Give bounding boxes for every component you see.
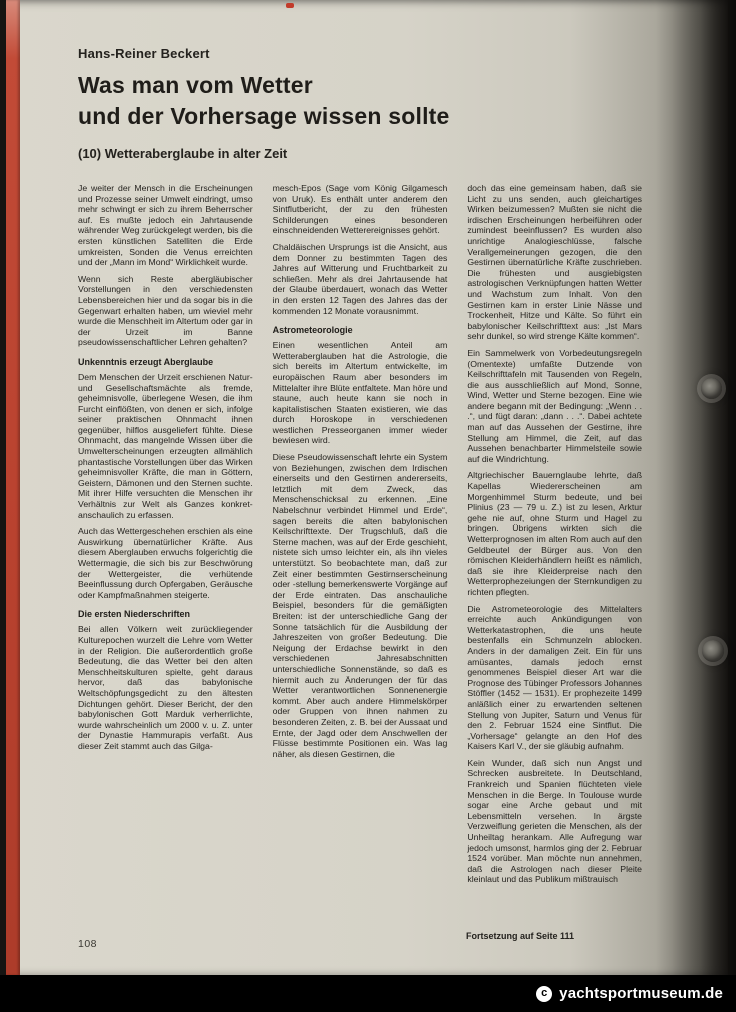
paragraph: Bei allen Völkern weit zurückliegender Kulturepochen wurzelt die Lehre vom Wetter in der Religion. Die außerordentlich große Bedeutung, die das Wetter bei den alten Menschheitskulturen spielte, geht daraus hervor, daß das babylonische Weltschöpfungsgedicht zu den ältesten Dichtungen gehört. Dieser Bericht, der den babylonischen Gott Marduk verherrlichte, wurde wahrscheinlich um 2000 v. u. Z. unter der Dynastie Hammurapis verfaßt. Aus dieser Zeit stammt auch das Gilga- <box>78 624 253 751</box>
column-2 <box>273 183 448 941</box>
paragraph: Dem Menschen der Urzeit erschienen Natur- und Gesellschaftsmächte als fremde, geheimnisvolle, überlegene Wesen, die ihm Furcht einflößten, von denen er sich, infolge seiner praktischen Ohnmacht ihnen gegenüber, hilflos ausgeliefert fühlte. Diese Ohnmacht, das mangelnde Wissen über die Umwelterscheinungen erzeugten allmählich phantastische Vorstellungen über das Wirken geheimnisvoller Kräfte, die man in Göttern, Geistern, Dämonen und den Sternen suchte. Mit ihrer Hilfe versuchten die Menschen ihr Verhältnis zur Welt als Ganzes konkret-anschaulich zu erfassen. <box>78 371 253 520</box>
paragraph: Einen wesentlichen Anteil am Wetteraberglauben hat die Astrologie, die sich bereits im Altertum entwickelte, im europäischen Raum aber besonders im Mittelalter ihre Blüte entfaltete. Man höre und staune, auch heute kann sie noch in kapitalistischen Staaten existieren, wie das durch Horoskope in verschiedenen westlichen Presseorganen immer wieder bewiesen wird. <box>272 340 448 446</box>
watermark-bar <box>0 975 736 1012</box>
section-heading: Die ersten Niederschriften <box>78 609 191 620</box>
paragraph: Wenn sich Reste abergläubischer Vorstellungen in den verschiedensten Lebensbereichen hier und da sogar bis in die Gegenwart erhalten haben, um wieviel mehr wurde die Menschheit im Altertum oder gar in der Urzeit im Banne pseudowissenschaftlicher Lehren gehalten? <box>78 273 253 348</box>
paragraph: Kein Wunder, daß sich nun Angst und Schrecken ausbreitete. In Deutschland, Frankreich und Spanien flüchteten viele Menschen in die Berge. In Toulouse wurde sogar eine Arche gebaut und mit Lebensmitteln versehen. In ärgste Verzweiflung gerieten die Menschen, als der Unheiltag herankam. Alle Aufregung war jedoch umsonst, harmlos ging der 2. Februar 1524 vorüber. Man möchte nun annehmen, daß die Astrologen nach dieser Pleite kleinlaut und das Publikum mißtrauisch <box>467 757 642 885</box>
continuation-note: Fortsetzung auf Seite 111 <box>466 931 575 941</box>
article-title <box>78 70 450 132</box>
section-heading: Unkenntnis erzeugt Aberglaube <box>78 356 214 367</box>
red-mark <box>286 3 294 8</box>
column-3 <box>467 183 642 941</box>
section-heading: Astrometeorologie <box>272 325 353 336</box>
paragraph: mesch-Epos (Sage vom König Gilgamesch von Uruk). Es enthält unter anderem den Sintflutbericht, der zu den frühesten Schilderungen eines besonderen einschneidenden Wetterereignisses gehört. <box>272 183 448 236</box>
copyright-icon: c <box>536 986 552 1002</box>
page-edge-strip <box>6 0 20 975</box>
punch-hole-icon <box>701 378 722 399</box>
article-columns <box>78 183 642 941</box>
paragraph: Je weiter der Mensch in die Erscheinungen und Prozesse seiner Umwelt eindringt, umso mehr schwingt er sich zu ihrem Beherrscher auf. Es mußte jedoch ein Jahrtausende währender Weg zurückgelegt werden, bis die ersten künstlichen Satelliten die Erde umkreisten, Sonden die Venus erreichten und der „Mann im Mond“ Wirklichkeit wurde. <box>78 183 253 268</box>
paragraph: Die Astrometeorologie des Mittelalters erreichte auch Ankündigungen von Wetterkatastrophen, die uns heute bestenfalls ein Schmunzeln ablocken. Anders in der damaligen Zeit. Ein für uns amüsantes, damals jedoch ernst genommenes Beispiel dieser Art war die Prognose des Tübinger Professors Johannes Stöffler (1452 — 1531). Er prophezeite 1499 anläßlich einer zu erwartenden seltenen Stellung von Jupiter, Saturn und Venus für den 2. Februar 1524 eine Sintflut. Die „Vorhersage“ gelangte an den Hof des Kaisers Karl V., der sie gläubig aufnahm. <box>467 603 642 752</box>
spine-shadow <box>672 0 736 975</box>
paragraph: doch das eine gemeinsam haben, daß sie Licht zu uns senden, auch gleichartiges Wirken beizumessen? Mußten sie nicht die irdischen Erscheinungen herbeiführen oder zumindest beeinflussen? Es wurden also unrichtige Analogieschlüsse, falsche Verallgemeinerungen gezogen, die den Gestirnen übernatürliche Kräfte zuschrieben. Die frühesten und ausgiebigsten astrologischen Verknüpfungen hatten Wetter und Wachstum zum Inhalt. Von den Gestirnen kam in erster Linie Nässe und Trockenheit, Hitze und Kälte. So führt ein babylonischer Keilschrifttext aus: „Ist Mars sehr dunkel, so wird strenge Kälte kommen“. <box>467 183 642 342</box>
author-name: Hans-Reiner Beckert <box>78 46 210 61</box>
paragraph: Ein Sammelwerk von Vorbedeutungsregeln (Omentexte) umfaßte Dutzende von Keilschrifttafeln mit Tausenden von Regeln, die aus ausschließlich auf Mond, Sonne, Wind, Wetter und Sterne bezogen. Eine wie andere begann mit der Bedingung: „Wenn . . .“, und fügt daran: „dann . . .“. Dabei achtete man auf das Aussehen der Gestirne, ihre Stellung am Himmel, die Zeit, auf das Aussehen benachbarter Himmelsteile sowie auf die Windrichtung. <box>467 347 642 464</box>
paragraph: Altgriechischer Bauernglaube lehrte, daß Kapellas Wiedererscheinen am Morgenhimmel Sturm bedeute, und bei Plinius (23 — 79 u. Z.) ist zu lesen, Arktur gehe nie auf, ohne Sturm und Hagel zu bringen. Übrigens wirkten sich die Wetterprognosen im alten Rom auch auf den Geldbeutel der Bürger aus. Von den römischen Kleiderhändlern heißt es nämlich, daß sie ihre Kleiderpreise nach den Wetterprophezeiungen der Sternkundigen zu richten pflegten. <box>467 470 642 597</box>
paragraph: Auch das Wettergeschehen erschien als eine Auswirkung übernatürlicher Kräfte. Aus diesem Aberglauben erwuchs folgerichtig die Wettermagie, die sich bis zur Beschwörung der Wettergeister, die verhütende Beeinflussung durch Opfergaben, Geräusche oder Kampfmaßnahmen steigerte. <box>78 526 253 600</box>
punch-hole-icon <box>702 640 724 662</box>
paragraph: Chaldäischen Ursprungs ist die Ansicht, aus dem Donner zu bestimmten Tagen des Jahres auf Witterung und Fruchtbarkeit zu schließen. Mehr als drei Jahrtausende hat der Glaube überdauert, wonach das Wetter in den ersten 12 Tagen des Jahres das der kommenden 12 Monate vorausnimmt. <box>272 241 448 316</box>
title-line-2: und der Vorhersage wissen sollte <box>78 103 450 129</box>
article-subtitle: (10) Wetteraberglaube in alter Zeit <box>78 146 288 161</box>
page-number: 108 <box>78 938 98 950</box>
column-1 <box>78 183 253 941</box>
watermark-text: yachtsportmuseum.de <box>559 985 723 1002</box>
paragraph: Diese Pseudowissenschaft lehrte ein System von Beziehungen, zwischen dem Irdischen einerseits und den Gestirnen andererseits, letztlich mit dem Zweck, das Menschenschicksal zu erkennen. „Eine Nabelschnur verbindet Himmel und Erde“, sagen bereits die alten babylonischen Keilschrifttexte. Der Trugschluß, daß die Sterne machen, was auf der Erde geschieht, nistete sich umso leichter ein, als ihn vieles unterstützt. So beobachtete man, daß zur Zeit einer bestimmten Gestirnserscheinung oder -stellung bemerkenswerte Vorgänge auf der Erde eintraten. Das anschauliche Beispiel, besonders für die gemäßigten Breiten: ist der unterschiedliche Gang der Sonne tatsächlich für die Ausbildung der Jahreszeiten von großer Bedeutung. Die Neigung der Erdachse bewirkt in den verschiedenen Jahresabschnitten unterschiedliche Sonnenstände, so daß es hiermit auch zu Änderungen der für das Wetter verantwortlichen Sonnenenergie kommt. Aber auch andere Himmelskörper oder Gruppen von ihnen nahmen zu besonderen Zeiten, z. B. bei der Aussaat und Ernte, der Jagd oder dem Anschwellen der Flüsse bestimmte Positionen ein. Was lag näher, als diesen Gestirnen, die <box>272 452 448 759</box>
title-line-1: Was man vom Wetter <box>78 72 313 98</box>
